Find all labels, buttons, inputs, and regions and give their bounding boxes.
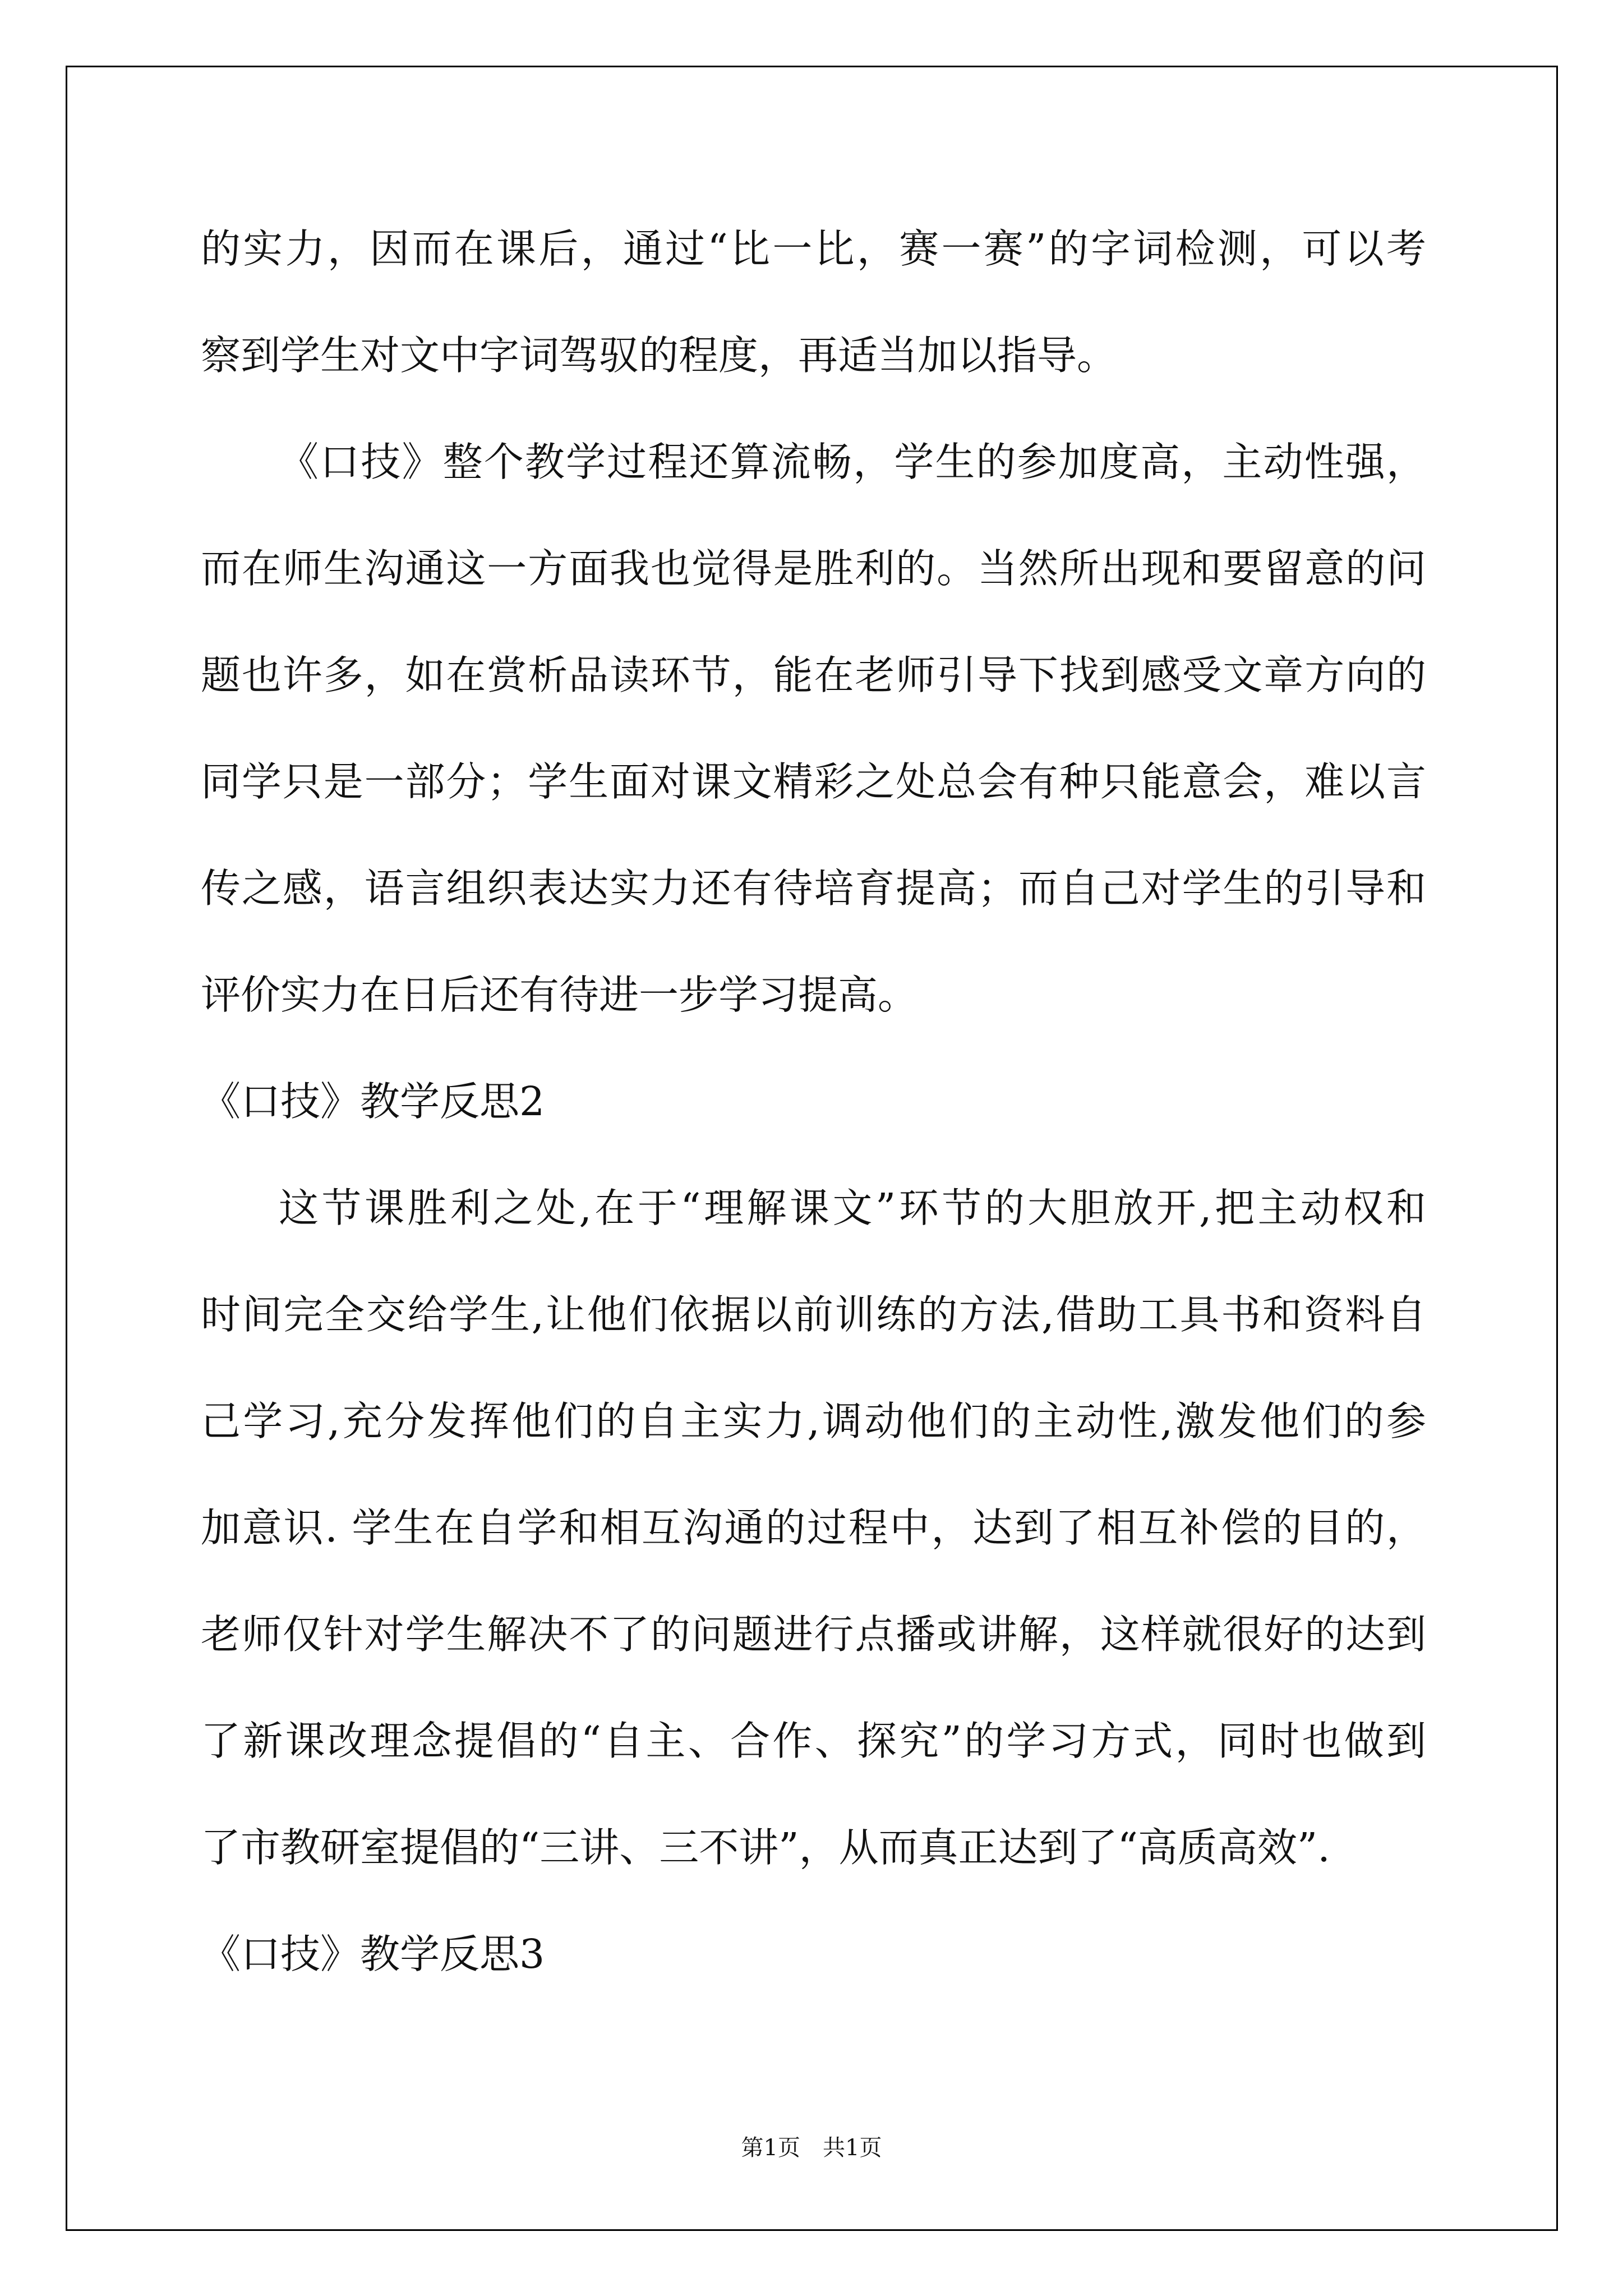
text-line: 同学只是一部分；学生面对课文精彩之处总会有种只能意会，难以言 [201, 758, 1426, 805]
text-line: 评价实力在日后还有待进一步学习提高。 [201, 972, 918, 1018]
text-line: 察到学生对文中字词驾驭的程度，再适当加以指导。 [201, 332, 1117, 379]
text-line: 《口技》整个教学过程还算流畅，学生的参加度高，主动性强， [279, 439, 1426, 485]
section-heading: 《口技》教学反思2 [201, 1078, 545, 1125]
text-line: 时间完全交给学生,让他们依据以前训练的方法,借助工具书和资料自 [201, 1291, 1426, 1338]
page-footer: 第1页 共1页 [741, 2135, 882, 2161]
section-heading: 《口技》教学反思3 [201, 1931, 545, 1977]
text-line: 了新课改理念提倡的“自主、合作、探究”的学习方式，同时也做到 [201, 1718, 1426, 1764]
text-line: 的实力，因而在课后，通过“比一比，赛一赛”的字词检测，可以考 [201, 226, 1426, 272]
text-line: 了市教研室提倡的“三讲、三不讲”，从而真正达到了“高质高效”. [201, 1824, 1330, 1871]
document-body [201, 196, 1426, 2008]
text-line: 这节课胜利之处,在于“理解课文”环节的大胆放开,把主动权和 [279, 1185, 1426, 1231]
text-line: 加意识. 学生在自学和相互沟通的过程中，达到了相互补偿的目的， [201, 1504, 1426, 1551]
text-line: 老师仅针对学生解决不了的问题进行点播或讲解，这样就很好的达到 [201, 1611, 1426, 1658]
paragraph [201, 196, 1426, 409]
text-line: 题也许多，如在赏析品读环节，能在老师引导下找到感受文章方向的 [201, 652, 1426, 698]
text-line: 己学习,充分发挥他们的自主实力,调动他们的主动性,激发他们的参 [201, 1398, 1426, 1444]
text-line: 传之感，语言组织表达实力还有待培育提高；而自己对学生的引导和 [201, 865, 1426, 912]
paragraph [201, 1155, 1426, 1901]
paragraph [201, 409, 1426, 1048]
text-line: 而在师生沟通这一方面我也觉得是胜利的。当然所出现和要留意的问 [201, 545, 1426, 592]
